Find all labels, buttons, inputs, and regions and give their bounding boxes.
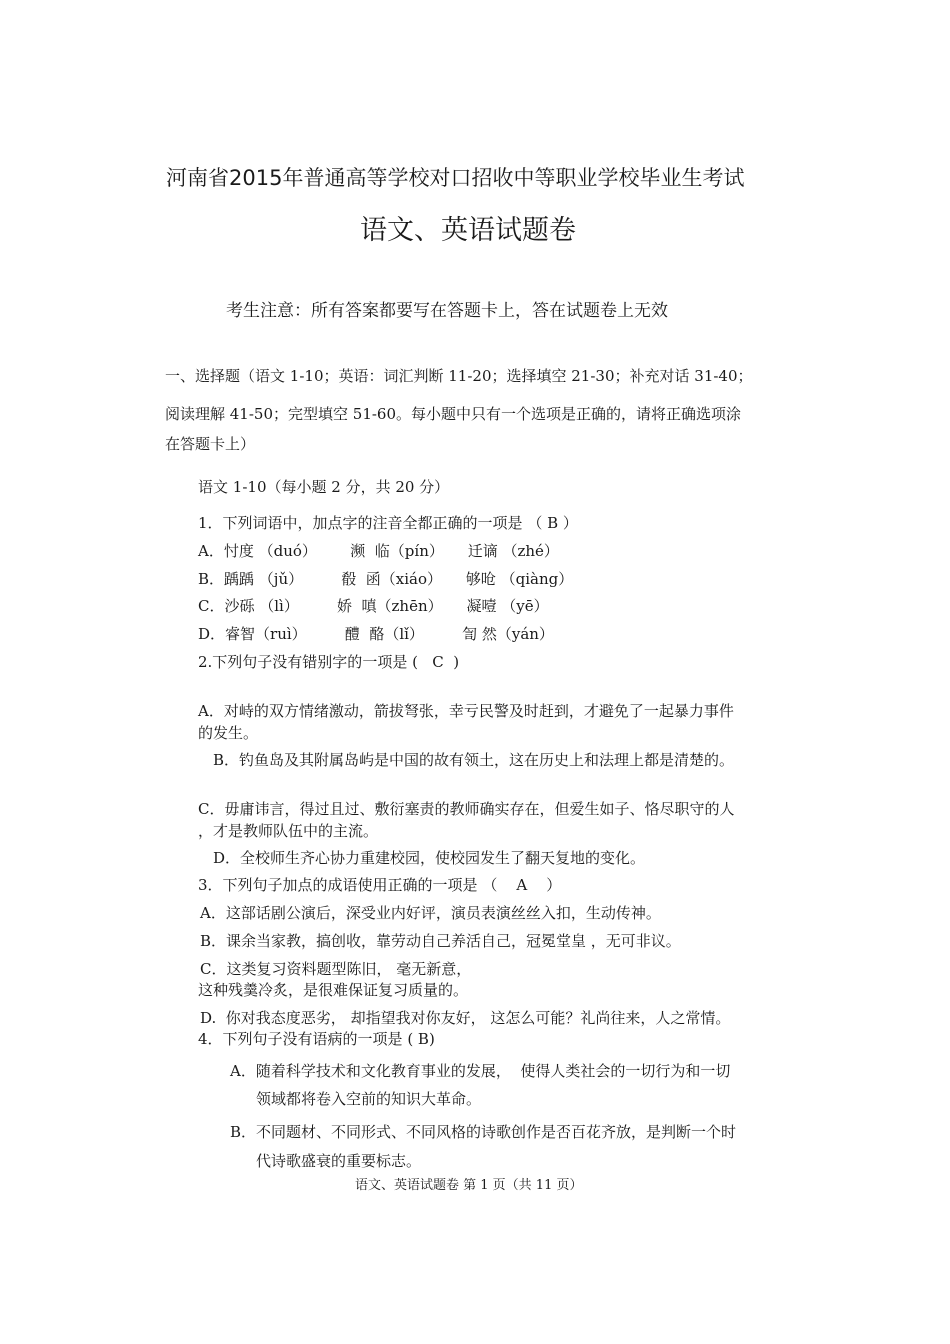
section-heading-line — [165, 367, 753, 385]
section-desc-1: （语文 1-10；英语：词汇判断 11-20；选择填空 21-30；补充对话 31-40； — [240, 367, 753, 385]
q4-option-a-line2: 领域都将卷入空前的知识大革命。 — [256, 1090, 482, 1108]
q1-option-a: A．忖度 （duó） 濒 临（pín） 迁谪 （zhé） — [198, 542, 559, 560]
subsection-heading: 语文 — [198, 478, 229, 496]
q4-option-b-line2: 代诗歌盛衰的重要标志。 — [256, 1152, 422, 1170]
exam-title: 河南省2015年普通高等学校对口招收中等职业学校毕业生考试 — [166, 166, 745, 190]
page-footer: 语文、英语试题卷 第 1 页（共 11 页） — [355, 1178, 583, 1193]
q3-option-b: B．课余当家教，搞创收，靠劳动自己养活自己，冠冕堂皇 ，无可非议。 — [200, 932, 681, 950]
q4-option-a-line1: A．随着科学技术和文化教育事业的发展， 使得人类社会的一切行为和一切 — [230, 1062, 731, 1080]
q1-stem: 1．下列词语中，加点字的注音全都正确的一项是 （ B ） — [198, 514, 578, 532]
q3-option-a: A．这部话剧公演后，深受业内好评，演员表演丝丝入扣，生动传神。 — [200, 904, 661, 922]
subsection-desc: 1-10（每小题 2 分，共 20 分） — [228, 478, 450, 496]
q2-option-c-line2: ，才是教师队伍中的主流。 — [198, 822, 379, 840]
q1-option-c: C．沙砾 （lì） 娇 嗔（zhēn） 凝噎 （yē） — [198, 597, 549, 615]
q4-option-b-line1: B．不同题材、不同形式、不同风格的诗歌创作是否百花齐放，是判断一个时 — [230, 1123, 737, 1141]
q2-option-a-line1: A．对峙的双方情绪激动，箭拔弩张，幸亏民警及时赶到，才避免了一起暴力事件 — [198, 702, 734, 720]
candidate-notice: 考生注意：所有答案都要写在答题卡上，答在试题卷上无效 — [226, 301, 668, 321]
subsection-heading-line — [198, 478, 449, 496]
q2-stem: 2.下列句子没有错别字的一项是 ( C ) — [198, 653, 460, 671]
q2-option-a-line2: 的发生。 — [198, 724, 259, 742]
section-heading: 一、选择题 — [165, 367, 241, 385]
exam-subtitle: 语文、英语试题卷 — [360, 215, 576, 246]
q3-option-d: D. 你对我态度恶劣， 却指望我对你友好， 这怎么可能？礼尚往来，人之常情。 — [200, 1009, 731, 1027]
q2-option-d: D．全校师生齐心协力重建校园，使校园发生了翻天复地的变化。 — [213, 849, 646, 867]
q2-option-c-line1: C．毋庸讳言，得过且过、敷衍塞责的教师确实存在，但爱生如子、恪尽职守的人 — [198, 800, 735, 818]
q1-option-d: D．睿智（ruì） 醴 酪（lǐ） 訇 然（yán） — [198, 625, 554, 643]
q3-option-c-line2: 这种残羹冷炙，是很难保证复习质量的。 — [198, 981, 469, 999]
q1-option-b: B．踽踽 （jǔ） 殽 函（xiáo） 够呛 （qiàng） — [198, 570, 574, 588]
section-desc-3: 在答题卡上） — [165, 435, 256, 453]
q3-stem: 3．下列句子加点的成语使用正确的一项是 （ A ） — [198, 876, 562, 894]
q4-stem: 4．下列句子没有语病的一项是 ( B) — [198, 1030, 435, 1048]
section-desc-2: 阅读理解 41-50；完型填空 51-60。每小题中只有一个选项是正确的，请将正确选项涂 — [165, 405, 742, 423]
q3-option-c-line1: C．这类复习资料题型陈旧， 毫无新意， — [200, 960, 472, 978]
q2-option-b: B．钓鱼岛及其附属岛屿是中国的故有领土，这在历史上和法理上都是清楚的。 — [213, 751, 735, 769]
